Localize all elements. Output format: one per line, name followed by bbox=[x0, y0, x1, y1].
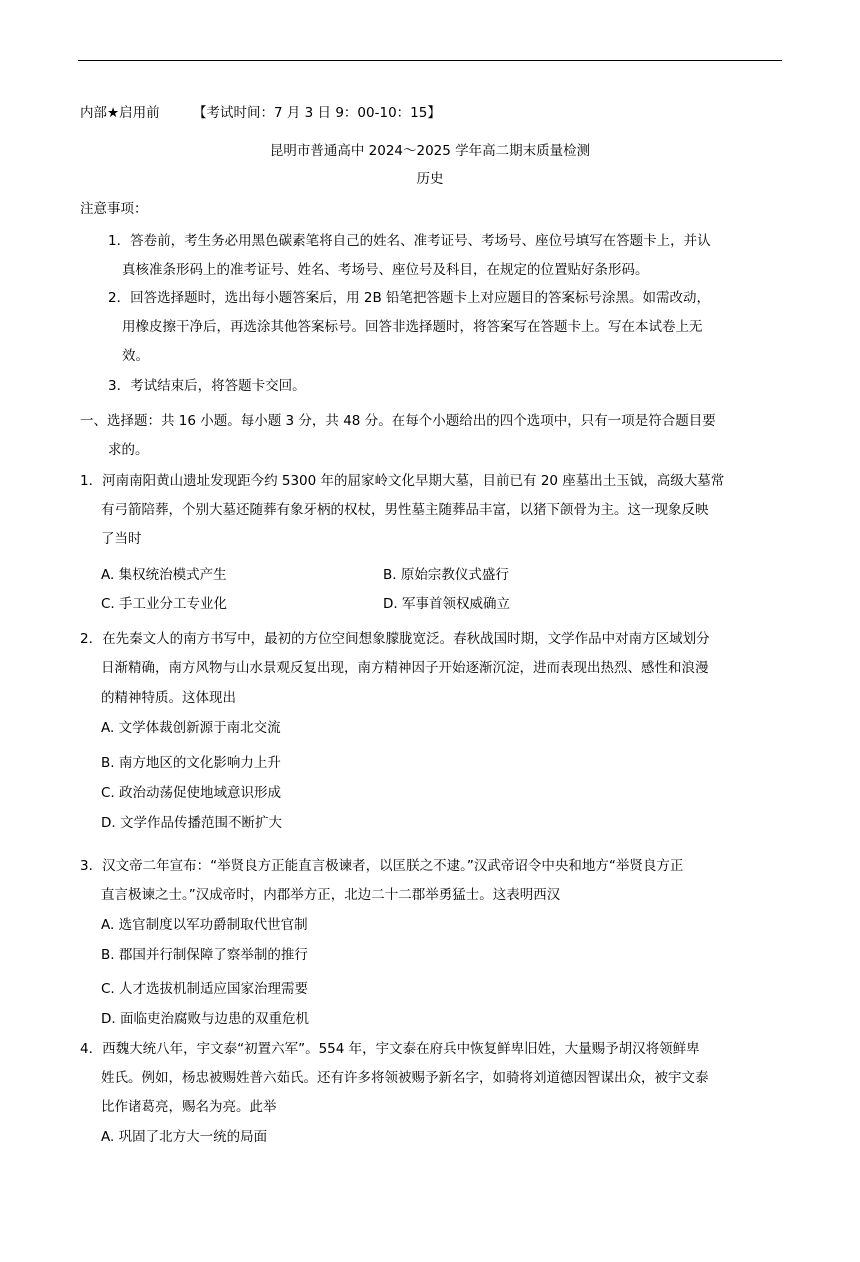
question-line: 了当时 bbox=[101, 531, 142, 547]
subject-title: 历史 bbox=[416, 171, 444, 187]
notice-line: 效。 bbox=[122, 348, 149, 364]
question-line: 姓氏。例如，杨忠被赐姓普六茹氏。还有许多将领被赐予新名字，如骑将刘道德因智谋出众，被宇文泰 bbox=[101, 1070, 709, 1086]
top-rule bbox=[78, 60, 782, 61]
option-b: B. 南方地区的文化影响力上升 bbox=[101, 755, 281, 771]
question-line: 日渐精确，南方风物与山水景观反复出现，南方精神因子开始逐渐沉淀，进而表现出热烈、感性和浪漫 bbox=[101, 660, 709, 676]
confidential-label: 内部★启用前 bbox=[80, 105, 160, 121]
question-line: 2．在先秦文人的南方书写中，最初的方位空间想象朦胧宽泛。春秋战国时期，文学作品中对南方区域划分 bbox=[80, 631, 710, 647]
notice-line: 用橡皮擦干净后，再选涂其他答案标号。回答非选择题时，将答案写在答题卡上。写在本试卷上无 bbox=[122, 319, 703, 335]
notice-line: 3．考试结束后，将答题卡交回。 bbox=[108, 378, 306, 394]
notice-line: 1．答卷前，考生务必用黑色碳素笔将自己的姓名、准考证号、考场号、座位号填写在答题卡上，并认 bbox=[108, 233, 711, 249]
option-a: A. 巩固了北方大一统的局面 bbox=[101, 1129, 268, 1145]
section-line: 求的。 bbox=[108, 442, 149, 458]
option-d: D. 面临吏治腐败与边患的双重危机 bbox=[101, 1011, 309, 1027]
question-line: 的精神特质。这体现出 bbox=[101, 690, 236, 706]
option-a: A. 集权统治模式产生 bbox=[101, 567, 227, 583]
exam-title: 昆明市普通高中 2024～2025 学年高二期末质量检测 bbox=[269, 143, 591, 159]
question-line: 有弓箭陪葬，个别大墓还随葬有象牙柄的权杖，男性墓主随葬品丰富，以猪下颌骨为主。这一现象反映 bbox=[101, 502, 709, 518]
option-c: C. 人才选拔机制适应国家治理需要 bbox=[101, 981, 309, 997]
question-line: 4．西魏大统八年，宇文泰“初置六军”。554 年，宇文泰在府兵中恢复鲜卑旧姓，大量赐予胡汉将领鲜卑 bbox=[80, 1041, 700, 1057]
option-d: D. 军事首领权威确立 bbox=[383, 596, 510, 612]
question-line: 1．河南南阳黄山遗址发现距今约 5300 年的屈家岭文化早期大墓，目前已有 20 座墓出土玉钺，高级大墓常 bbox=[80, 473, 725, 489]
question-line: 比作诸葛亮，赐名为亮。此举 bbox=[101, 1099, 277, 1115]
option-d: D. 文学作品传播范围不断扩大 bbox=[101, 815, 282, 831]
notice-line: 2．回答选择题时，选出每小题答案后，用 2B 铅笔把答题卡上对应题目的答案标号涂黑。如需改动， bbox=[108, 290, 711, 306]
notice-line: 真核准条形码上的准考证号、姓名、考场号、座位号及科目，在规定的位置贴好条形码。 bbox=[122, 262, 649, 278]
option-a: A. 选官制度以军功爵制取代世官制 bbox=[101, 917, 308, 933]
option-c: C. 手工业分工专业化 bbox=[101, 596, 228, 612]
question-line: 3．汉文帝二年宣布：“举贤良方正能直言极谏者，以匡朕之不逮。”汉武帝诏令中央和地方“举贤良方正 bbox=[80, 858, 684, 874]
exam-time: 【考试时间：7 月 3 日 9：00-10：15】 bbox=[193, 105, 441, 121]
option-c: C. 政治动荡促使地域意识形成 bbox=[101, 785, 282, 801]
option-b: B. 郡国并行制保障了察举制的推行 bbox=[101, 947, 308, 963]
section-line: 一、选择题：共 16 小题。每小题 3 分，共 48 分。在每个小题给出的四个选项中，只有一项是符合题目要 bbox=[80, 413, 716, 429]
option-a: A. 文学体裁创新源于南北交流 bbox=[101, 720, 281, 736]
question-line: 直言极谏之士。”汉成帝时，内郡举方正，北边二十二郡举勇猛士。这表明西汉 bbox=[101, 887, 561, 903]
option-b: B. 原始宗教仪式盛行 bbox=[383, 567, 509, 583]
notice-heading: 注意事项： bbox=[80, 201, 148, 217]
